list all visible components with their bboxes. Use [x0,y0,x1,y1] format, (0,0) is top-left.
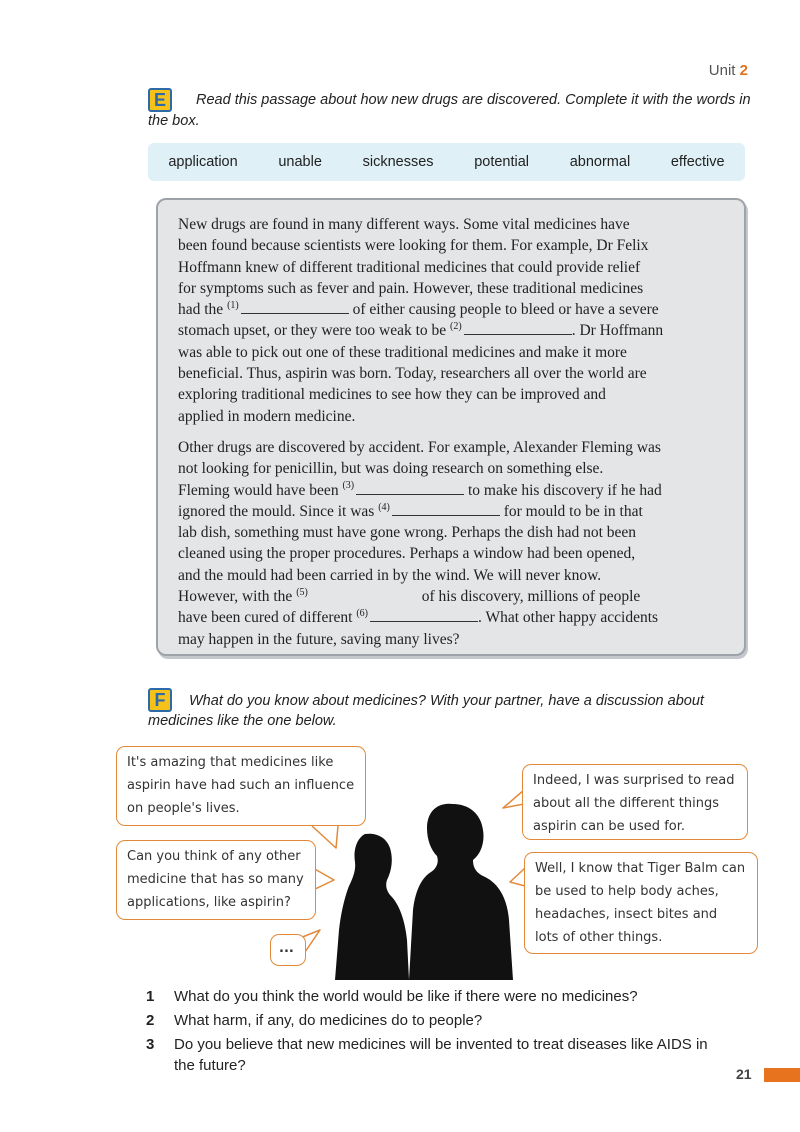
speech-bubble-2 [116,840,316,920]
blank-5[interactable] [310,587,418,601]
unit-label [709,62,748,79]
question-item [146,986,756,1007]
passage-line: of either causing people to bleed or have a severe [352,301,659,319]
blank-6[interactable] [370,608,478,622]
passage-line: to make his discovery if he had [468,481,662,499]
bubble-line: It's amazing that medicines like [127,755,334,770]
passage-line: Fleming would have been [178,481,339,499]
people-silhouette [335,800,515,980]
question-item [146,1010,756,1031]
passage-line: ignored the mould. Since it was [178,502,375,520]
bubble-line: aspirin have had such an influence [127,778,355,793]
word-box-item: effective [670,154,725,170]
bubble-tail-2 [313,868,334,890]
question-number: 1 [146,988,155,1005]
blank-3[interactable] [356,481,464,495]
reading-passage [156,198,746,656]
passage-line: been found because scientists were looking for them. For example, Dr Felix [178,237,649,255]
question-line: the future? [174,1057,246,1074]
unit-text: Unit [708,62,736,79]
passage-line: was able to pick out one of these traditional medicines and make it more [178,343,627,361]
blank-label-3: (3) [342,480,355,492]
blank-label-2: (2) [450,321,462,333]
page-accent-bar [764,1068,800,1082]
bubble-line: medicine that has so many [127,872,304,887]
passage-line: applied in modern medicine. [178,407,356,425]
word-box-item: sicknesses [362,154,434,170]
passage-line: may happen in the future, saving many lives? [178,630,460,648]
bubble-line: on people's lives. [127,801,240,816]
question-text: What harm, if any, do medicines do to people? [174,1012,483,1029]
question-line: Do you believe that new medicines will be invented to treat diseases like AIDS in [174,1036,708,1053]
passage-line: However, with the [178,588,293,606]
section-e-instruction-line1: Read this passage about how new drugs are discovered. Complete it with the words in [196,92,751,108]
blank-4[interactable] [392,502,500,516]
bubble-line: be used to help body aches, [535,884,719,899]
man-silhouette [409,804,513,980]
bubble-line: applications, like aspirin? [127,895,291,910]
blank-2[interactable] [464,321,572,335]
bubble-line: headaches, insect bites and [535,907,718,922]
passage-paragraph-2 [178,437,730,650]
blank-label-6: (6) [356,608,368,620]
passage-line: for symptoms such as fever and pain. However, these traditional medicines [178,279,644,297]
bubble-line: aspirin can be used for. [533,819,686,834]
speech-bubble-1 [116,746,366,826]
woman-silhouette [335,834,409,980]
bubble-line: ... [279,941,294,956]
question-item [146,1034,756,1076]
passage-line: for mould to be in that [503,502,643,520]
passage-line: . What other happy accidents [477,609,659,627]
word-box-item: application [168,154,238,170]
word-box-item: potential [474,154,530,170]
discussion-questions [146,986,756,1079]
passage-line: and the mould had been carried in by the wind. We will never know. [178,566,602,584]
bubble-line: about all the different things [533,796,719,811]
bubble-line: lots of other things. [535,930,663,945]
speech-bubble-5 [524,852,758,954]
passage-line: exploring traditional medicines to see how they can be improved and [178,386,606,404]
passage-line: of his discovery, millions of people [421,588,641,606]
question-text [174,1034,708,1076]
unit-number: 2 [739,62,748,79]
section-f-instruction-line2: medicines like the one below. [148,713,337,729]
passage-line: Hoffmann knew of different traditional medicines that could provide relief [178,258,641,276]
speech-bubble-4 [522,764,748,840]
blank-label-4: (4) [378,501,390,513]
passage-line: lab dish, something must have gone wrong. Perhaps the dish had not been [178,524,637,542]
blank-1[interactable] [241,300,349,314]
page-number: 21 [736,1066,752,1082]
passage-paragraph-1 [178,214,730,427]
word-box-item: abnormal [569,154,631,170]
bubble-line: Well, I know that Tiger Balm can [535,861,746,876]
passage-line: have been cured of different [178,609,353,627]
question-number: 3 [146,1036,155,1053]
question-text: What do you think the world would be like if there were no medicines? [174,988,638,1005]
passage-line: . Dr Hoffmann [571,322,664,340]
question-number: 2 [146,1012,155,1029]
bubble-line: Indeed, I was surprised to read [533,773,735,788]
passage-line: beneficial. Thus, aspirin was born. Today, researchers all over the world are [178,365,647,383]
section-f-badge: F [148,688,172,712]
passage-line: not looking for penicillin, but was doing research on something else. [178,460,604,478]
passage-line: cleaned using the proper procedures. Perhaps a window had been opened, [178,545,636,563]
section-e-instruction-line2: the box. [148,113,200,129]
passage-line: New drugs are found in many different ways. Some vital medicines have [178,216,630,233]
passage-line: Other drugs are discovered by accident. For example, Alexander Fleming was [178,438,661,456]
bubble-line: Can you think of any other [127,849,301,864]
blank-label-1: (1) [227,300,239,312]
passage-line: had the [178,301,224,319]
passage-line: stomach upset, or they were too weak to be [178,322,447,340]
blank-label-5: (5) [296,586,308,598]
speech-bubble-3 [270,934,306,966]
word-box-item: unable [278,154,322,170]
word-box [148,143,745,181]
section-e-badge: E [148,88,172,112]
section-f-instruction-line1: What do you know about medicines? With your partner, have a discussion about [189,693,704,709]
